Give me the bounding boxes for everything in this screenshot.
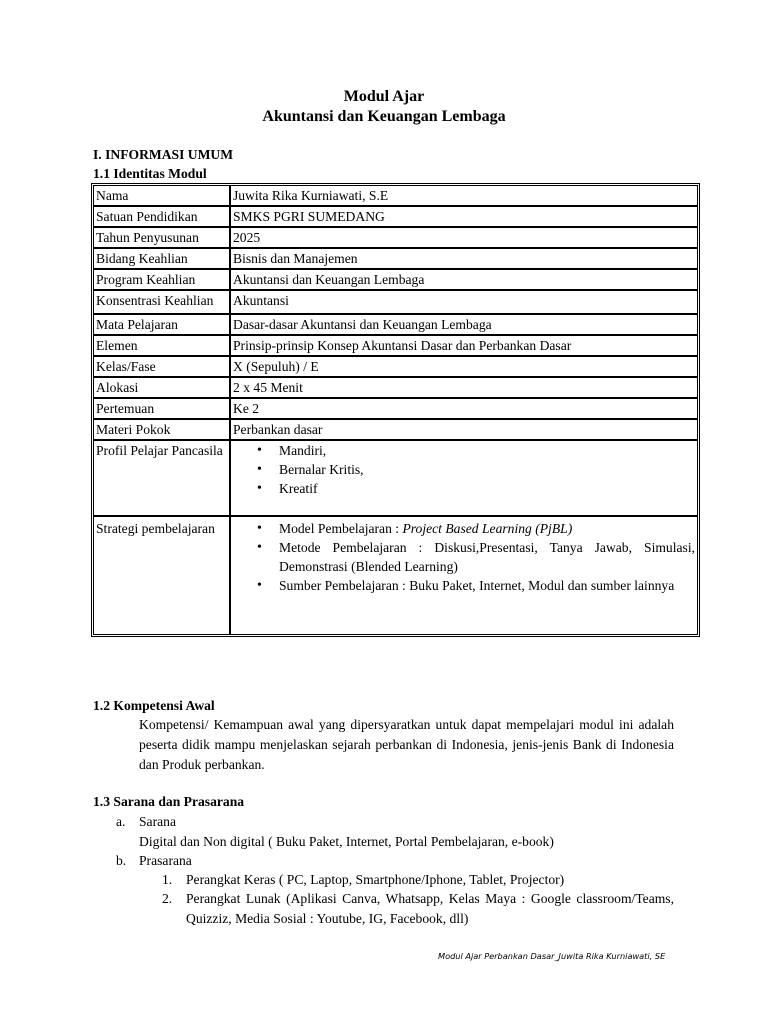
row-value: Dasar-dasar Akuntansi dan Keuangan Lembaga — [230, 315, 697, 336]
list-item: • Bernalar Kritis, — [233, 460, 695, 479]
row-label-strategi: Strategi pembelajaran — [94, 517, 230, 634]
table-row-profil — [94, 441, 697, 517]
row-label: Satuan Pendidikan — [94, 207, 230, 228]
row-label: Program Keahlian — [94, 270, 230, 291]
table-row — [94, 399, 697, 420]
row-label: Kelas/Fase — [94, 357, 230, 378]
table-row — [94, 291, 697, 315]
row-value: SMKS PGRI SUMEDANG — [230, 207, 697, 228]
row-value: Juwita Rika Kurniawati, S.E — [230, 186, 697, 207]
row-value: Bisnis dan Manajemen — [230, 249, 697, 270]
prasarana-item-text: Perangkat Keras ( PC, Laptop, Smartphone/Iphone, Tablet, Projector) — [186, 872, 565, 887]
identity-table — [93, 185, 698, 635]
list-item — [233, 519, 695, 538]
list-item: • Mandiri, — [233, 441, 695, 460]
row-label: Konsentrasi Keahlian — [94, 291, 230, 315]
table-row — [94, 249, 697, 270]
row-value: Prinsip-prinsip Konsep Akuntansi Dasar dan Perbankan Dasar — [230, 336, 697, 357]
section-heading-informasi-umum: I. INFORMASI UMUM — [93, 147, 234, 162]
row-label: Elemen — [94, 336, 230, 357]
prasarana-item-text: Perangkat Lunak (Aplikasi Canva, Whatsapp, Kelas Maya : Google classroom/Teams, Quizziz, Media Sosial : Youtube, IG, Facebook, dll) — [186, 891, 674, 926]
model-prefix: Model Pembelajaran : — [279, 521, 403, 536]
row-value: 2 x 45 Menit — [230, 378, 697, 399]
subheading-kompetensi-awal: 1.2 Kompetensi Awal — [93, 698, 215, 713]
row-label: Bidang Keahlian — [94, 249, 230, 270]
profil-list-cell — [230, 441, 697, 517]
sarana-text: Digital dan Non digital ( Buku Paket, Internet, Portal Pembelajaran, e-book) — [139, 834, 554, 849]
row-label: Nama — [94, 186, 230, 207]
row-value: Ke 2 — [230, 399, 697, 420]
list-item: • Sumber Pembelajaran : Buku Paket, Internet, Modul dan sumber lainnya — [233, 576, 695, 595]
row-label: Alokasi — [94, 378, 230, 399]
row-label: Pertemuan — [94, 399, 230, 420]
list-item: • Kreatif — [233, 479, 695, 498]
prasarana-marker: b. — [116, 853, 127, 868]
table-row — [94, 186, 697, 207]
profil-list — [233, 441, 695, 498]
row-value: Akuntansi — [230, 291, 697, 315]
table-row — [94, 270, 697, 291]
kompetensi-awal-text: Kompetensi/ Kemampuan awal yang dipersyaratkan untuk dapat mempelajari modul ini adalah peserta didik mampu menjelaskan sejarah perbankan di Indonesia, jenis-jenis Bank di Indonesia dan Produk perbankan. — [139, 717, 674, 772]
row-label: Materi Pokok — [94, 420, 230, 441]
page-footer: Modul Ajar Perbankan Dasar_Juwita Rika Kurniawati, SE — [438, 951, 666, 961]
strategi-list — [233, 519, 695, 595]
table-row — [94, 420, 697, 441]
table-row — [94, 357, 697, 378]
prasarana-item-marker: 1. — [162, 872, 173, 887]
prasarana-label: Prasarana — [139, 853, 192, 868]
sarana-marker: a. — [116, 814, 126, 829]
document-title: Modul Ajar — [343, 88, 425, 105]
row-label-profil: Profil Pelajar Pancasila — [94, 441, 230, 517]
row-value: X (Sepuluh) / E — [230, 357, 697, 378]
table-row — [94, 207, 697, 228]
prasarana-item-marker: 2. — [162, 891, 173, 906]
subheading-sarana-prasarana: 1.3 Sarana dan Prasarana — [93, 794, 245, 809]
table-row — [94, 378, 697, 399]
row-value: 2025 — [230, 228, 697, 249]
row-value: Perbankan dasar — [230, 420, 697, 441]
row-label: Tahun Penyusunan — [94, 228, 230, 249]
document-subtitle: Akuntansi dan Keuangan Lembaga — [262, 108, 506, 125]
row-label: Mata Pelajaran — [94, 315, 230, 336]
table-row — [94, 336, 697, 357]
model-value: Project Based Learning (PjBL) — [402, 521, 573, 536]
table-row-strategi — [94, 517, 697, 634]
row-value: Akuntansi dan Keuangan Lembaga — [230, 270, 697, 291]
list-item: • Metode Pembelajaran : Diskusi,Presentasi, Tanya Jawab, Simulasi, Demonstrasi (Blended Learning) — [233, 538, 695, 576]
strategi-list-cell — [230, 517, 697, 634]
table-row — [94, 228, 697, 249]
subheading-identitas-modul: 1.1 Identitas Modul — [93, 166, 207, 181]
table-row — [94, 315, 697, 336]
sarana-label: Sarana — [139, 814, 176, 829]
